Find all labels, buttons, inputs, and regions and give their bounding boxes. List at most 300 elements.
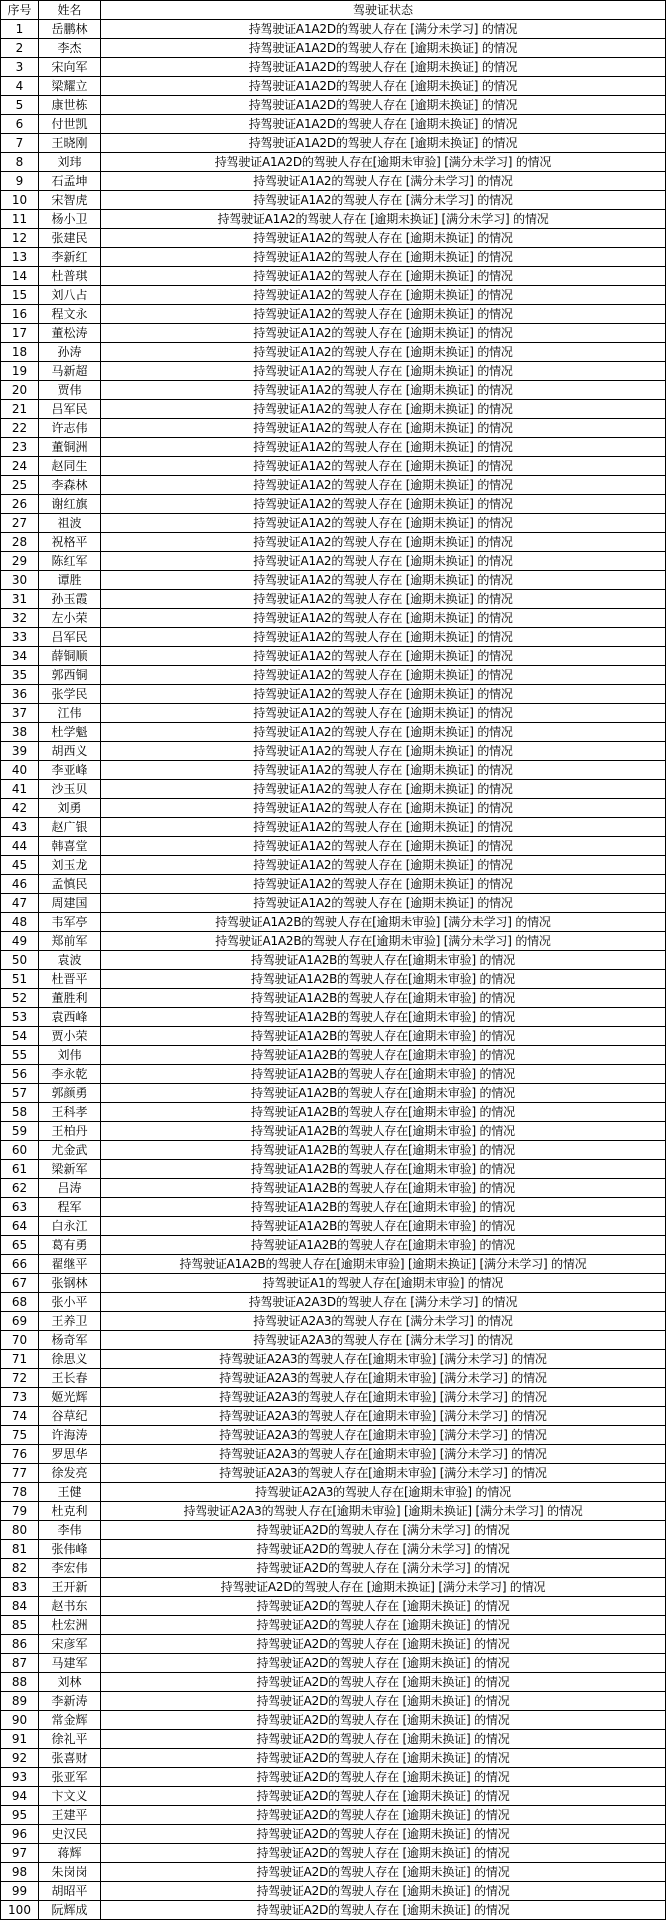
table-row xyxy=(1,1521,666,1540)
driver-name: 罗思华 xyxy=(39,1445,101,1464)
driver-name: 程军 xyxy=(39,1198,101,1217)
license-status: 持驾驶证A2D的驾驶人存在 [逾期未换证] 的情况 xyxy=(101,1882,666,1901)
driver-name: 许海涛 xyxy=(39,1426,101,1445)
license-status: 持驾驶证A1A2B的驾驶人存在[逾期未审验] 的情况 xyxy=(101,1141,666,1160)
driver-name: 薛铜顺 xyxy=(39,647,101,666)
table-row xyxy=(1,533,666,552)
driver-name: 孟慎民 xyxy=(39,875,101,894)
license-status: 持驾驶证A1A2B的驾驶人存在[逾期未审验] 的情况 xyxy=(101,1027,666,1046)
row-index: 65 xyxy=(1,1236,39,1255)
row-index: 11 xyxy=(1,210,39,229)
row-index: 17 xyxy=(1,324,39,343)
table-row xyxy=(1,438,666,457)
row-index: 13 xyxy=(1,248,39,267)
license-status: 持驾驶证A2A3的驾驶人存在[逾期未审验] [满分未学习] 的情况 xyxy=(101,1464,666,1483)
driver-name: 王健 xyxy=(39,1483,101,1502)
license-status: 持驾驶证A1A2的驾驶人存在 [逾期未换证] 的情况 xyxy=(101,495,666,514)
license-status: 持驾驶证A2A3的驾驶人存在[逾期未审验] [满分未学习] 的情况 xyxy=(101,1369,666,1388)
row-index: 7 xyxy=(1,134,39,153)
driver-name: 吕军民 xyxy=(39,628,101,647)
driver-name: 袁波 xyxy=(39,951,101,970)
table-row xyxy=(1,1502,666,1521)
driver-name: 朱岗岗 xyxy=(39,1863,101,1882)
row-index: 12 xyxy=(1,229,39,248)
row-index: 94 xyxy=(1,1787,39,1806)
table-row xyxy=(1,647,666,666)
license-status: 持驾驶证A2D的驾驶人存在 [逾期未换证] 的情况 xyxy=(101,1768,666,1787)
license-status: 持驾驶证A2D的驾驶人存在 [逾期未换证] 的情况 xyxy=(101,1730,666,1749)
driver-name: 胡昭平 xyxy=(39,1882,101,1901)
row-index: 23 xyxy=(1,438,39,457)
row-index: 91 xyxy=(1,1730,39,1749)
license-status: 持驾驶证A1A2B的驾驶人存在[逾期未审验] 的情况 xyxy=(101,1160,666,1179)
table-row xyxy=(1,1350,666,1369)
driver-name: 尤金武 xyxy=(39,1141,101,1160)
table-row xyxy=(1,704,666,723)
row-index: 33 xyxy=(1,628,39,647)
driver-name: 赵广银 xyxy=(39,818,101,837)
license-status: 持驾驶证A2D的驾驶人存在 [逾期未换证] 的情况 xyxy=(101,1863,666,1882)
license-status: 持驾驶证A2D的驾驶人存在 [逾期未换证] 的情况 xyxy=(101,1844,666,1863)
driver-name: 贾小荣 xyxy=(39,1027,101,1046)
license-status: 持驾驶证A1A2D的驾驶人存在 [逾期未换证] 的情况 xyxy=(101,134,666,153)
driver-name: 郭西铜 xyxy=(39,666,101,685)
row-index: 72 xyxy=(1,1369,39,1388)
table-row xyxy=(1,305,666,324)
row-index: 95 xyxy=(1,1806,39,1825)
row-index: 50 xyxy=(1,951,39,970)
table-row xyxy=(1,1464,666,1483)
row-index: 52 xyxy=(1,989,39,1008)
license-status: 持驾驶证A2A3的驾驶人存在[逾期未审验] 的情况 xyxy=(101,1483,666,1502)
row-index: 58 xyxy=(1,1103,39,1122)
row-index: 29 xyxy=(1,552,39,571)
table-row xyxy=(1,685,666,704)
header-name: 姓名 xyxy=(39,1,101,20)
driver-name: 董松涛 xyxy=(39,324,101,343)
driver-name: 江伟 xyxy=(39,704,101,723)
table-row xyxy=(1,153,666,172)
row-index: 48 xyxy=(1,913,39,932)
driver-name: 杜学魁 xyxy=(39,723,101,742)
driver-name: 常金辉 xyxy=(39,1711,101,1730)
row-index: 60 xyxy=(1,1141,39,1160)
license-status: 持驾驶证A1A2的驾驶人存在 [逾期未换证] 的情况 xyxy=(101,362,666,381)
row-index: 89 xyxy=(1,1692,39,1711)
row-index: 15 xyxy=(1,286,39,305)
license-status: 持驾驶证A1A2的驾驶人存在 [逾期未换证] 的情况 xyxy=(101,704,666,723)
license-status: 持驾驶证A2D的驾驶人存在 [逾期未换证] 的情况 xyxy=(101,1787,666,1806)
license-status: 持驾驶证A2D的驾驶人存在 [逾期未换证] 的情况 xyxy=(101,1806,666,1825)
driver-name: 贾伟 xyxy=(39,381,101,400)
table-row xyxy=(1,1426,666,1445)
license-status: 持驾驶证A1A2的驾驶人存在 [逾期未换证] 的情况 xyxy=(101,761,666,780)
license-status: 持驾驶证A1A2的驾驶人存在 [逾期未换证] 的情况 xyxy=(101,799,666,818)
driver-name: 刘勇 xyxy=(39,799,101,818)
license-status: 持驾驶证A2D的驾驶人存在 [逾期未换证] 的情况 xyxy=(101,1749,666,1768)
row-index: 38 xyxy=(1,723,39,742)
row-index: 85 xyxy=(1,1616,39,1635)
row-index: 87 xyxy=(1,1654,39,1673)
table-row xyxy=(1,248,666,267)
driver-name: 杜普琪 xyxy=(39,267,101,286)
driver-name: 张小平 xyxy=(39,1293,101,1312)
row-index: 31 xyxy=(1,590,39,609)
driver-name: 许志伟 xyxy=(39,419,101,438)
license-status: 持驾驶证A1A2D的驾驶人存在 [满分未学习] 的情况 xyxy=(101,20,666,39)
row-index: 25 xyxy=(1,476,39,495)
driver-name: 康世栋 xyxy=(39,96,101,115)
row-index: 97 xyxy=(1,1844,39,1863)
row-index: 19 xyxy=(1,362,39,381)
driver-name: 史汉民 xyxy=(39,1825,101,1844)
header-row xyxy=(1,1,666,20)
license-status: 持驾驶证A2D的驾驶人存在 [逾期未换证] 的情况 xyxy=(101,1654,666,1673)
driver-name: 宋向军 xyxy=(39,58,101,77)
driver-name: 赵同生 xyxy=(39,457,101,476)
table-row xyxy=(1,723,666,742)
driver-name: 李宏伟 xyxy=(39,1559,101,1578)
driver-name: 赵书东 xyxy=(39,1597,101,1616)
table-row xyxy=(1,837,666,856)
driver-name: 岳鹏林 xyxy=(39,20,101,39)
table-row xyxy=(1,1179,666,1198)
license-status: 持驾驶证A2D的驾驶人存在 [满分未学习] 的情况 xyxy=(101,1540,666,1559)
license-status: 持驾驶证A1A2B的驾驶人存在[逾期未审验] 的情况 xyxy=(101,989,666,1008)
table-row xyxy=(1,20,666,39)
driver-name: 马建军 xyxy=(39,1654,101,1673)
table-row xyxy=(1,1749,666,1768)
table-row xyxy=(1,1483,666,1502)
table-row xyxy=(1,1236,666,1255)
row-index: 66 xyxy=(1,1255,39,1274)
table-row xyxy=(1,1103,666,1122)
row-index: 74 xyxy=(1,1407,39,1426)
table-row xyxy=(1,286,666,305)
row-index: 45 xyxy=(1,856,39,875)
license-status: 持驾驶证A1A2B的驾驶人存在[逾期未审验] [满分未学习] 的情况 xyxy=(101,932,666,951)
driver-name: 王开新 xyxy=(39,1578,101,1597)
license-status: 持驾驶证A1A2的驾驶人存在 [逾期未换证] 的情况 xyxy=(101,438,666,457)
table-row xyxy=(1,1445,666,1464)
license-status: 持驾驶证A1A2的驾驶人存在 [逾期未换证] 的情况 xyxy=(101,818,666,837)
table-row xyxy=(1,191,666,210)
row-index: 32 xyxy=(1,609,39,628)
row-index: 79 xyxy=(1,1502,39,1521)
license-status: 持驾驶证A1A2B的驾驶人存在[逾期未审验] 的情况 xyxy=(101,1084,666,1103)
table-row xyxy=(1,39,666,58)
table-row xyxy=(1,362,666,381)
table-row xyxy=(1,1388,666,1407)
row-index: 75 xyxy=(1,1426,39,1445)
row-index: 39 xyxy=(1,742,39,761)
license-status: 持驾驶证A1A2的驾驶人存在 [逾期未换证] 的情况 xyxy=(101,837,666,856)
driver-name: 王养卫 xyxy=(39,1312,101,1331)
driver-name: 梁新军 xyxy=(39,1160,101,1179)
row-index: 14 xyxy=(1,267,39,286)
license-status: 持驾驶证A1A2B的驾驶人存在[逾期未审验] 的情况 xyxy=(101,1179,666,1198)
driver-name: 李亚峰 xyxy=(39,761,101,780)
table-row xyxy=(1,1692,666,1711)
license-status: 持驾驶证A1A2的驾驶人存在 [逾期未换证] 的情况 xyxy=(101,324,666,343)
row-index: 78 xyxy=(1,1483,39,1502)
license-status: 持驾驶证A1A2的驾驶人存在 [满分未学习] 的情况 xyxy=(101,172,666,191)
license-status: 持驾驶证A1A2的驾驶人存在 [逾期未换证] 的情况 xyxy=(101,381,666,400)
row-index: 20 xyxy=(1,381,39,400)
table-row xyxy=(1,590,666,609)
row-index: 53 xyxy=(1,1008,39,1027)
row-index: 64 xyxy=(1,1217,39,1236)
row-index: 67 xyxy=(1,1274,39,1293)
table-row xyxy=(1,381,666,400)
license-status: 持驾驶证A2D的驾驶人存在 [逾期未换证] 的情况 xyxy=(101,1597,666,1616)
driver-name: 左小荣 xyxy=(39,609,101,628)
row-index: 10 xyxy=(1,191,39,210)
driver-name: 吕涛 xyxy=(39,1179,101,1198)
license-status: 持驾驶证A1A2的驾驶人存在 [逾期未换证] 的情况 xyxy=(101,305,666,324)
license-status: 持驾驶证A2A3的驾驶人存在[逾期未审验] [满分未学习] 的情况 xyxy=(101,1350,666,1369)
driver-name: 王晓刚 xyxy=(39,134,101,153)
driver-name: 程文永 xyxy=(39,305,101,324)
table-row xyxy=(1,1369,666,1388)
license-status: 持驾驶证A2D的驾驶人存在 [逾期未换证] 的情况 xyxy=(101,1673,666,1692)
table-row xyxy=(1,77,666,96)
row-index: 5 xyxy=(1,96,39,115)
driver-name: 刘玉龙 xyxy=(39,856,101,875)
row-index: 70 xyxy=(1,1331,39,1350)
table-row xyxy=(1,571,666,590)
license-status: 持驾驶证A2D的驾驶人存在 [逾期未换证] 的情况 xyxy=(101,1692,666,1711)
driver-name: 李新红 xyxy=(39,248,101,267)
driver-name: 王柏丹 xyxy=(39,1122,101,1141)
driver-name: 梁耀立 xyxy=(39,77,101,96)
table-row xyxy=(1,267,666,286)
table-row xyxy=(1,324,666,343)
row-index: 99 xyxy=(1,1882,39,1901)
header-index: 序号 xyxy=(1,1,39,20)
license-status: 持驾驶证A2D的驾驶人存在 [逾期未换证] 的情况 xyxy=(101,1901,666,1920)
driver-name: 杜克利 xyxy=(39,1502,101,1521)
table-row xyxy=(1,1141,666,1160)
row-index: 2 xyxy=(1,39,39,58)
row-index: 96 xyxy=(1,1825,39,1844)
row-index: 100 xyxy=(1,1901,39,1920)
table-row xyxy=(1,628,666,647)
row-index: 8 xyxy=(1,153,39,172)
row-index: 42 xyxy=(1,799,39,818)
license-status: 持驾驶证A1A2D的驾驶人存在 [逾期未换证] 的情况 xyxy=(101,58,666,77)
row-index: 37 xyxy=(1,704,39,723)
row-index: 22 xyxy=(1,419,39,438)
table-row xyxy=(1,495,666,514)
driver-name: 谭胜 xyxy=(39,571,101,590)
license-status: 持驾驶证A1A2的驾驶人存在 [逾期未换证] 的情况 xyxy=(101,628,666,647)
row-index: 86 xyxy=(1,1635,39,1654)
license-status: 持驾驶证A1A2B的驾驶人存在[逾期未审验] 的情况 xyxy=(101,1103,666,1122)
table-row xyxy=(1,1065,666,1084)
driver-name: 孙玉霞 xyxy=(39,590,101,609)
row-index: 76 xyxy=(1,1445,39,1464)
table-row xyxy=(1,1008,666,1027)
table-row xyxy=(1,400,666,419)
table-row xyxy=(1,457,666,476)
table-row xyxy=(1,1673,666,1692)
row-index: 24 xyxy=(1,457,39,476)
license-status: 持驾驶证A2D的驾驶人存在 [逾期未换证] 的情况 xyxy=(101,1711,666,1730)
license-status: 持驾驶证A1A2的驾驶人存在 [逾期未换证] 的情况 xyxy=(101,723,666,742)
driver-name: 翟继平 xyxy=(39,1255,101,1274)
table-row xyxy=(1,609,666,628)
row-index: 36 xyxy=(1,685,39,704)
row-index: 84 xyxy=(1,1597,39,1616)
license-status: 持驾驶证A1A2B的驾驶人存在[逾期未审验] 的情况 xyxy=(101,1122,666,1141)
driver-name: 胡西义 xyxy=(39,742,101,761)
driver-name: 张学民 xyxy=(39,685,101,704)
driver-name: 付世凯 xyxy=(39,115,101,134)
license-status: 持驾驶证A1A2B的驾驶人存在[逾期未审验] 的情况 xyxy=(101,1008,666,1027)
license-status: 持驾驶证A1A2的驾驶人存在 [逾期未换证] 的情况 xyxy=(101,590,666,609)
row-index: 62 xyxy=(1,1179,39,1198)
table-row xyxy=(1,951,666,970)
driver-name: 杜宏洲 xyxy=(39,1616,101,1635)
driver-name: 张伟峰 xyxy=(39,1540,101,1559)
row-index: 16 xyxy=(1,305,39,324)
driver-name: 徐思义 xyxy=(39,1350,101,1369)
driver-name: 杨奇军 xyxy=(39,1331,101,1350)
row-index: 49 xyxy=(1,932,39,951)
license-status: 持驾驶证A1A2的驾驶人存在 [逾期未换证] 的情况 xyxy=(101,267,666,286)
row-index: 4 xyxy=(1,77,39,96)
license-status: 持驾驶证A2D的驾驶人存在 [满分未学习] 的情况 xyxy=(101,1521,666,1540)
table-row xyxy=(1,58,666,77)
table-row xyxy=(1,894,666,913)
table-row xyxy=(1,1882,666,1901)
table-row xyxy=(1,1160,666,1179)
row-index: 46 xyxy=(1,875,39,894)
driver-name: 张建民 xyxy=(39,229,101,248)
driver-name: 刘八占 xyxy=(39,286,101,305)
row-index: 3 xyxy=(1,58,39,77)
license-status: 持驾驶证A1A2的驾驶人存在 [逾期未换证] 的情况 xyxy=(101,419,666,438)
row-index: 1 xyxy=(1,20,39,39)
driver-name: 李新涛 xyxy=(39,1692,101,1711)
row-index: 56 xyxy=(1,1065,39,1084)
license-status: 持驾驶证A1A2B的驾驶人存在[逾期未审验] 的情况 xyxy=(101,1046,666,1065)
driver-name: 李永乾 xyxy=(39,1065,101,1084)
row-index: 90 xyxy=(1,1711,39,1730)
license-status: 持驾驶证A1A2的驾驶人存在 [逾期未换证] 的情况 xyxy=(101,343,666,362)
row-index: 26 xyxy=(1,495,39,514)
table-row xyxy=(1,666,666,685)
table-row xyxy=(1,913,666,932)
driver-name: 谷草纪 xyxy=(39,1407,101,1426)
driver-name: 徐礼平 xyxy=(39,1730,101,1749)
table-row xyxy=(1,115,666,134)
table-row xyxy=(1,1046,666,1065)
driver-name: 郭颜勇 xyxy=(39,1084,101,1103)
row-index: 18 xyxy=(1,343,39,362)
driver-name: 刘林 xyxy=(39,1673,101,1692)
driver-name: 阮辉成 xyxy=(39,1901,101,1920)
table-row xyxy=(1,1787,666,1806)
table-row xyxy=(1,1407,666,1426)
driver-name: 祖波 xyxy=(39,514,101,533)
table-row xyxy=(1,343,666,362)
row-index: 55 xyxy=(1,1046,39,1065)
license-status: 持驾驶证A2D的驾驶人存在 [逾期未换证] [满分未学习] 的情况 xyxy=(101,1578,666,1597)
row-index: 77 xyxy=(1,1464,39,1483)
table-row xyxy=(1,1559,666,1578)
table-row xyxy=(1,1540,666,1559)
table-row xyxy=(1,172,666,191)
driver-name: 周建国 xyxy=(39,894,101,913)
license-status: 持驾驶证A2A3的驾驶人存在[逾期未审验] [满分未学习] 的情况 xyxy=(101,1407,666,1426)
license-status: 持驾驶证A1A2的驾驶人存在 [逾期未换证] 的情况 xyxy=(101,571,666,590)
license-status: 持驾驶证A2A3的驾驶人存在 [满分未学习] 的情况 xyxy=(101,1331,666,1350)
license-status: 持驾驶证A2D的驾驶人存在 [逾期未换证] 的情况 xyxy=(101,1825,666,1844)
license-status: 持驾驶证A1A2的驾驶人存在 [逾期未换证] 的情况 xyxy=(101,875,666,894)
driver-name: 蒋辉 xyxy=(39,1844,101,1863)
row-index: 51 xyxy=(1,970,39,989)
row-index: 80 xyxy=(1,1521,39,1540)
table-row xyxy=(1,1027,666,1046)
table-row xyxy=(1,1730,666,1749)
driver-name: 陈红军 xyxy=(39,552,101,571)
driver-name: 袁西峰 xyxy=(39,1008,101,1027)
license-status: 持驾驶证A1A2的驾驶人存在 [逾期未换证] 的情况 xyxy=(101,514,666,533)
row-index: 63 xyxy=(1,1198,39,1217)
table-row xyxy=(1,1331,666,1350)
row-index: 35 xyxy=(1,666,39,685)
driver-name: 董胜利 xyxy=(39,989,101,1008)
driver-name: 卞文义 xyxy=(39,1787,101,1806)
table-row xyxy=(1,1806,666,1825)
driver-name: 张钢林 xyxy=(39,1274,101,1293)
driver-name: 张亚军 xyxy=(39,1768,101,1787)
license-status: 持驾驶证A2A3的驾驶人存在[逾期未审验] [满分未学习] 的情况 xyxy=(101,1445,666,1464)
license-status: 持驾驶证A1A2的驾驶人存在 [逾期未换证] 的情况 xyxy=(101,647,666,666)
row-index: 82 xyxy=(1,1559,39,1578)
license-status: 持驾驶证A1A2的驾驶人存在 [逾期未换证] 的情况 xyxy=(101,666,666,685)
license-status: 持驾驶证A1A2的驾驶人存在 [逾期未换证] 的情况 xyxy=(101,400,666,419)
row-index: 81 xyxy=(1,1540,39,1559)
driver-name: 王建平 xyxy=(39,1806,101,1825)
table-row xyxy=(1,1825,666,1844)
license-status: 持驾驶证A1A2的驾驶人存在 [逾期未换证] 的情况 xyxy=(101,685,666,704)
license-status: 持驾驶证A2D的驾驶人存在 [逾期未换证] 的情况 xyxy=(101,1635,666,1654)
license-status: 持驾驶证A1A2D的驾驶人存在 [逾期未换证] 的情况 xyxy=(101,115,666,134)
license-status: 持驾驶证A1A2的驾驶人存在 [逾期未换证] 的情况 xyxy=(101,780,666,799)
table-row xyxy=(1,1654,666,1673)
license-status: 持驾驶证A1A2B的驾驶人存在[逾期未审验] 的情况 xyxy=(101,1065,666,1084)
table-row xyxy=(1,552,666,571)
row-index: 69 xyxy=(1,1312,39,1331)
table-row xyxy=(1,1616,666,1635)
table-row xyxy=(1,1274,666,1293)
table-row xyxy=(1,1217,666,1236)
driver-name: 张喜财 xyxy=(39,1749,101,1768)
row-index: 34 xyxy=(1,647,39,666)
table-row xyxy=(1,875,666,894)
license-status: 持驾驶证A1A2的驾驶人存在 [逾期未换证] 的情况 xyxy=(101,609,666,628)
driver-name: 刘玮 xyxy=(39,153,101,172)
table-row xyxy=(1,419,666,438)
license-status: 持驾驶证A1A2B的驾驶人存在[逾期未审验] [满分未学习] 的情况 xyxy=(101,913,666,932)
license-status: 持驾驶证A1A2D的驾驶人存在 [逾期未换证] 的情况 xyxy=(101,39,666,58)
license-status: 持驾驶证A1A2的驾驶人存在 [逾期未换证] 的情况 xyxy=(101,894,666,913)
license-status: 持驾驶证A1A2的驾驶人存在 [逾期未换证] 的情况 xyxy=(101,286,666,305)
license-status: 持驾驶证A1A2的驾驶人存在 [逾期未换证] 的情况 xyxy=(101,533,666,552)
